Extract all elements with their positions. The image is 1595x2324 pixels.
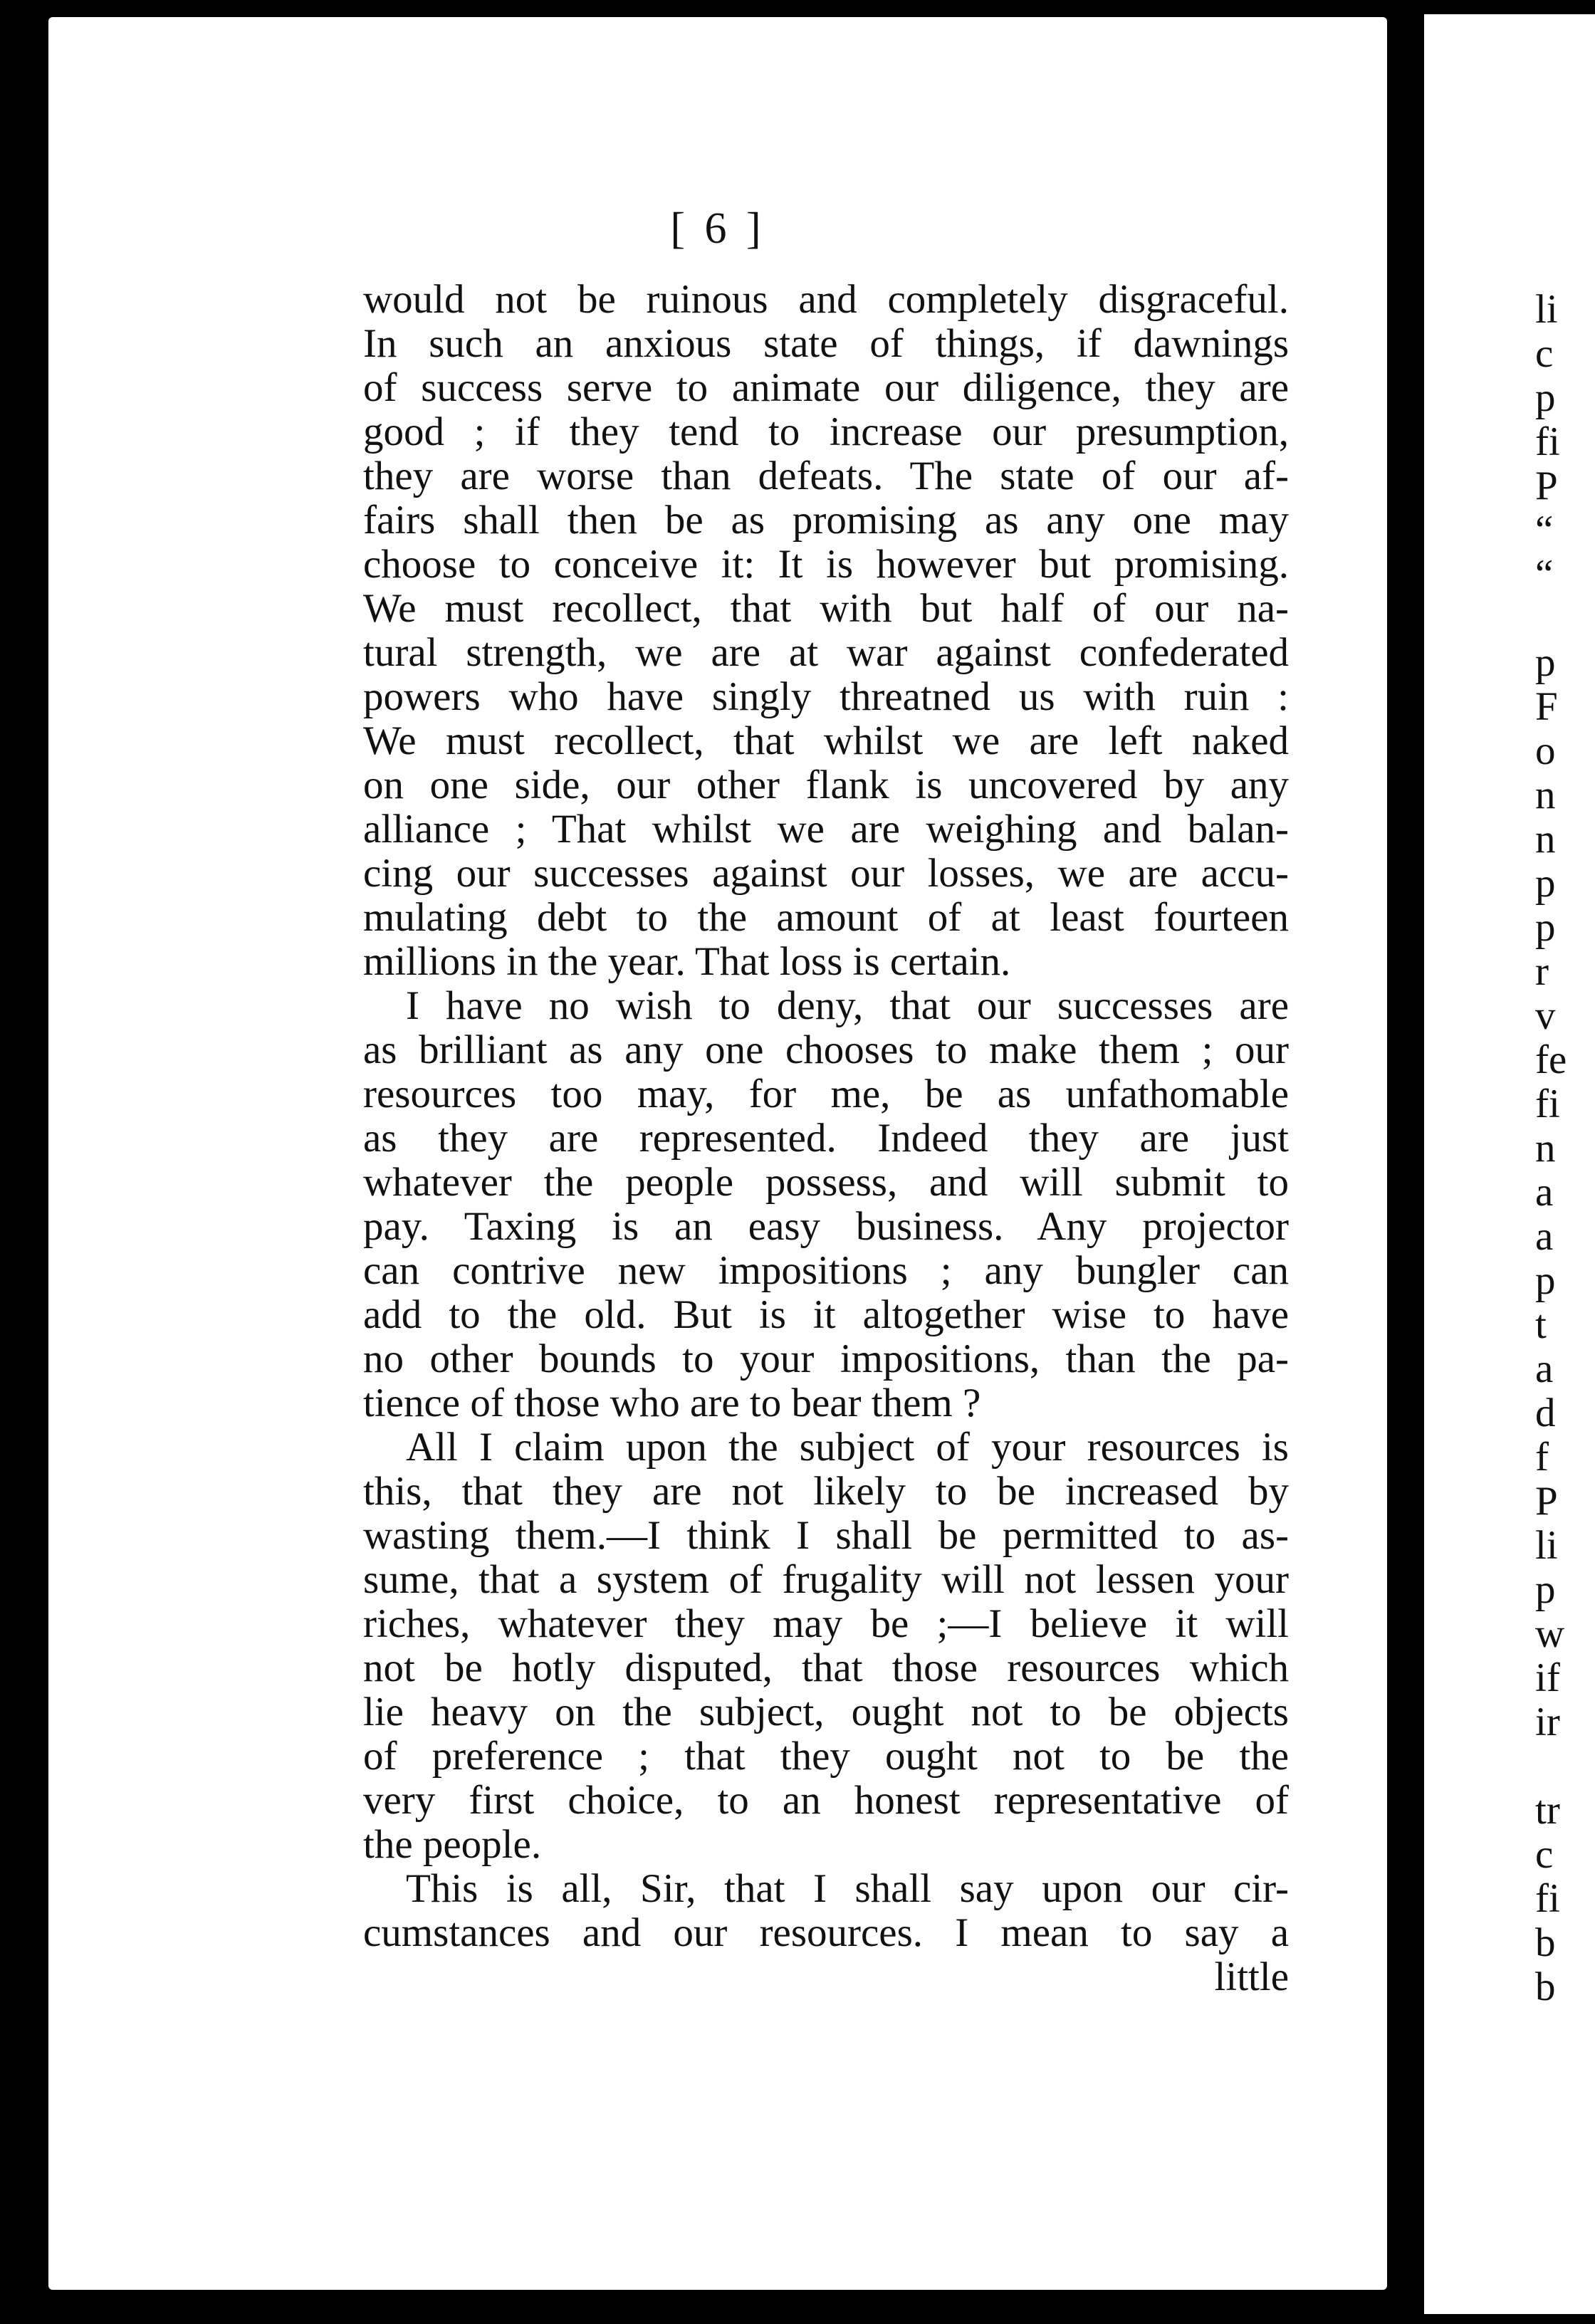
facing-page-fragment: p <box>1535 905 1556 950</box>
facing-page-fragment: a <box>1535 1346 1554 1391</box>
text-line: whatever the people possess, and will submit to <box>363 1161 1289 1205</box>
text-line: cumstances and our resources. I mean to say a <box>363 1911 1289 1955</box>
text-line: riches, whatever they may be ;—I believe it will <box>363 1602 1289 1646</box>
facing-page-fragment: n <box>1535 817 1556 862</box>
facing-page-fragment: fi <box>1535 1876 1560 1921</box>
text-line: cing our successes against our losses, we are accu- <box>363 852 1289 896</box>
facing-page-fragment: li <box>1535 287 1558 332</box>
text-line: fairs shall then be as promising as any one may <box>363 498 1289 543</box>
text-line: good ; if they tend to increase our presumption, <box>363 410 1289 454</box>
text-line: powers who have singly threatned us with ruin : <box>363 675 1289 719</box>
text-line: tural strength, we are at war against confederated <box>363 631 1289 675</box>
text-line: pay. Taxing is an easy business. Any projector <box>363 1205 1289 1249</box>
text-line: choose to conceive it: It is however but promising. <box>363 543 1289 587</box>
facing-page-fragment: n <box>1535 773 1556 817</box>
text-line: as brilliant as any one chooses to make them ; our <box>363 1028 1289 1072</box>
facing-page-fragment: w <box>1535 1611 1565 1656</box>
text-line: millions in the year. That loss is certain. <box>363 940 1011 984</box>
text-line: We must recollect, that with but half of our na- <box>363 587 1289 631</box>
text-line: little <box>1214 1955 1289 1999</box>
text-line: not be hotly disputed, that those resources which <box>363 1646 1289 1690</box>
facing-page-fragment: o <box>1535 728 1556 773</box>
text-line: lie heavy on the subject, ought not to be objects <box>363 1690 1289 1734</box>
text-line: would not be ruinous and completely disgraceful. <box>363 278 1289 322</box>
text-line: I have no wish to deny, that our successes are <box>406 984 1289 1028</box>
text-line: of preference ; that they ought not to be the <box>363 1734 1289 1779</box>
left-page <box>48 17 1387 2290</box>
text-line: tience of those who are to bear them ? <box>363 1381 981 1425</box>
text-line: This is all, Sir, that I shall say upon our cir- <box>406 1867 1289 1911</box>
facing-page-fragment: F <box>1535 684 1558 729</box>
facing-page-fragments <box>1535 288 1595 2009</box>
facing-page-fragment <box>1535 597 1595 641</box>
text-line: can contrive new impositions ; any bungler can <box>363 1249 1289 1293</box>
facing-page-fragment: fe <box>1535 1037 1567 1082</box>
facing-page-edge <box>1424 14 1595 2314</box>
facing-page-fragment: if <box>1535 1655 1560 1700</box>
facing-page-fragment: p <box>1535 1258 1556 1303</box>
body-text <box>363 278 1289 1999</box>
facing-page-fragment: tr <box>1535 1788 1560 1833</box>
facing-page-fragment: p <box>1535 375 1556 420</box>
text-line: sume, that a system of frugality will not lessen your <box>363 1558 1289 1602</box>
facing-page-fragment: c <box>1535 331 1554 376</box>
text-line: resources too may, for me, be as unfathomable <box>363 1072 1289 1116</box>
facing-page-fragment <box>1535 1744 1595 1789</box>
facing-page-fragment: c <box>1535 1832 1554 1877</box>
facing-page-fragment: v <box>1535 993 1556 1038</box>
text-line: of success serve to animate our diligence, they are <box>363 366 1289 410</box>
text-line: very first choice, to an honest representative of <box>363 1779 1289 1823</box>
facing-page-fragment: b <box>1535 1920 1556 1965</box>
text-line: the people. <box>363 1823 542 1867</box>
text-line: this, that they are not likely to be increased by <box>363 1470 1289 1514</box>
text-line: mulating debt to the amount of at least fourteen <box>363 896 1289 940</box>
text-line: on one side, our other flank is uncovered by any <box>363 763 1289 807</box>
text-line: All I claim upon the subject of your resources is <box>406 1425 1289 1470</box>
text-line: We must recollect, that whilst we are left naked <box>363 719 1289 763</box>
facing-page-fragment: a <box>1535 1170 1554 1215</box>
facing-page-fragment: p <box>1535 640 1556 685</box>
facing-page-fragment: a <box>1535 1214 1554 1259</box>
facing-page-fragment: “ <box>1535 552 1554 597</box>
facing-page-fragment: P <box>1535 1479 1558 1524</box>
text-line: no other bounds to your impositions, than the pa- <box>363 1337 1289 1381</box>
facing-page-fragment: ir <box>1535 1700 1560 1744</box>
facing-page-fragment: d <box>1535 1391 1556 1435</box>
facing-page-fragment: fi <box>1535 1082 1560 1126</box>
text-line: add to the old. But is it altogether wise to have <box>363 1293 1289 1337</box>
facing-page-fragment: li <box>1535 1523 1558 1568</box>
facing-page-fragment: r <box>1535 949 1549 994</box>
page-number-header: [ 6 ] <box>670 204 765 253</box>
facing-page-fragment: f <box>1535 1435 1549 1480</box>
text-line: alliance ; That whilst we are weighing and balan- <box>363 807 1289 852</box>
facing-page-fragment: P <box>1535 464 1558 508</box>
facing-page-fragment: “ <box>1535 508 1554 553</box>
facing-page-fragment: t <box>1535 1302 1547 1347</box>
facing-page-fragment: p <box>1535 861 1556 906</box>
text-line: In such an anxious state of things, if dawnings <box>363 322 1289 366</box>
text-line: they are worse than defeats. The state of our af- <box>363 454 1289 498</box>
text-line: wasting them.—I think I shall be permitted to as- <box>363 1514 1289 1558</box>
facing-page-fragment: fi <box>1535 419 1560 464</box>
facing-page-fragment: n <box>1535 1126 1556 1171</box>
facing-page-fragment: p <box>1535 1567 1556 1612</box>
text-line: as they are represented. Indeed they are just <box>363 1116 1289 1161</box>
facing-page-fragment: b <box>1535 1964 1556 2009</box>
